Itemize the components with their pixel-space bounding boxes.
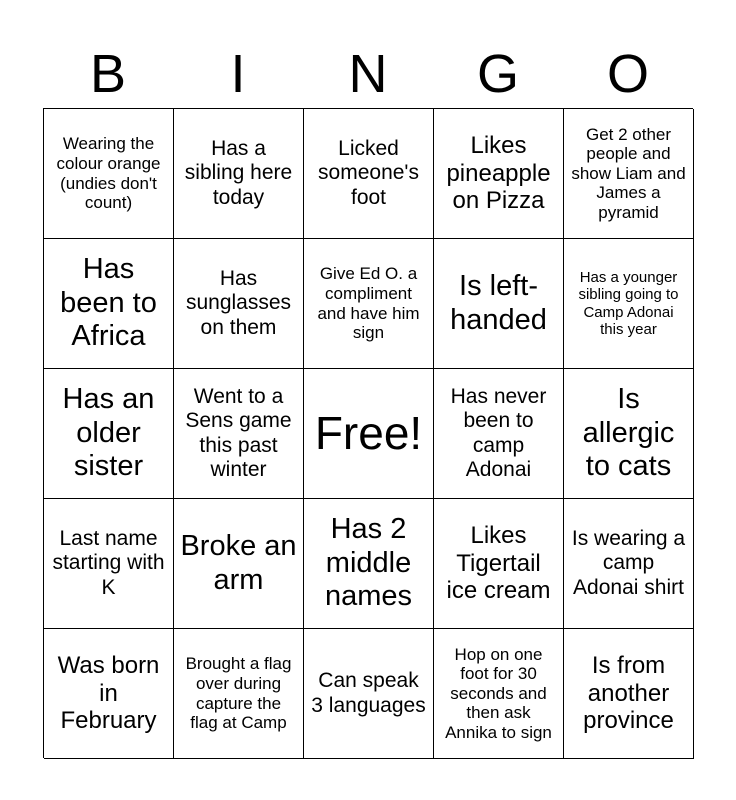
cell-text: Last name starting with K	[52, 527, 165, 599]
cell-text: Get 2 other people and show Liam and James a pyramid	[571, 124, 686, 222]
bingo-cell-r1c4[interactable]	[434, 109, 564, 239]
bingo-cell-r4c4[interactable]	[434, 499, 564, 629]
bingo-cell-r3c5[interactable]	[564, 369, 694, 499]
cell-text: Likes Tigertail ice cream	[446, 522, 551, 605]
bingo-cell-r4c1[interactable]	[44, 499, 174, 629]
free-space-text: Free!	[314, 407, 423, 460]
header-letter-g: G	[476, 44, 519, 104]
bingo-cell-r3c4[interactable]	[434, 369, 564, 499]
cell-text: Likes pineapple on Pizza	[446, 132, 551, 215]
cell-text: Wearing the colour orange (undies don't count)	[56, 134, 161, 213]
cell-text: Has a younger sibling going to Camp Adonai this year	[578, 269, 679, 338]
header-letter-b: B	[89, 44, 127, 104]
cell-text: Is allergic to cats	[582, 383, 675, 483]
bingo-cell-r2c5[interactable]	[564, 239, 694, 369]
cell-text: Can speak 3 languages	[311, 669, 426, 717]
bingo-cell-r5c3[interactable]	[304, 629, 434, 759]
cell-text: Was born in February	[57, 652, 160, 735]
cell-text: Hop on one foot for 30 seconds and then ask Annika to sign	[445, 644, 552, 742]
cell-text: Has been to Africa	[60, 253, 157, 353]
cell-text: Went to a Sens game this past winter	[185, 385, 292, 481]
bingo-cell-free[interactable]	[304, 369, 434, 499]
bingo-cell-r4c3[interactable]	[304, 499, 434, 629]
bingo-cell-r3c2[interactable]	[174, 369, 304, 499]
bingo-cell-r1c3[interactable]	[304, 109, 434, 239]
bingo-cell-r4c2[interactable]	[174, 499, 304, 629]
bingo-cell-r1c2[interactable]	[174, 109, 304, 239]
bingo-cell-r1c5[interactable]	[564, 109, 694, 239]
bingo-cell-r2c1[interactable]	[44, 239, 174, 369]
bingo-cell-r2c4[interactable]	[434, 239, 564, 369]
cell-text: Broke an arm	[180, 530, 297, 596]
cell-text: Has an older sister	[62, 383, 155, 483]
cell-text: Has 2 middle names	[324, 513, 413, 613]
cell-text: Has never been to camp Adonai	[450, 385, 547, 481]
cell-text: Licked someone's foot	[318, 137, 419, 209]
bingo-cell-r2c2[interactable]	[174, 239, 304, 369]
bingo-cell-r5c4[interactable]	[434, 629, 564, 759]
bingo-board	[43, 108, 693, 758]
bingo-cell-r4c5[interactable]	[564, 499, 694, 629]
cell-text: Is wearing a camp Adonai shirt	[571, 527, 686, 599]
cell-text: Brought a flag over during capture the flag at Camp	[185, 654, 292, 733]
bingo-cell-r3c1[interactable]	[44, 369, 174, 499]
cell-text: Has sunglasses on them	[185, 267, 292, 339]
bingo-cell-r1c1[interactable]	[44, 109, 174, 239]
bingo-header	[43, 40, 693, 108]
header-letter-o: O	[606, 44, 649, 104]
cell-text: Is from another province	[583, 652, 674, 735]
bingo-cell-r5c2[interactable]	[174, 629, 304, 759]
bingo-cell-r5c1[interactable]	[44, 629, 174, 759]
cell-text: Has a sibling here today	[184, 137, 293, 209]
bingo-cell-r2c3[interactable]	[304, 239, 434, 369]
header-letter-n: N	[348, 44, 388, 104]
cell-text: Is left-handed	[450, 270, 547, 336]
header-letter-i: I	[230, 44, 246, 104]
bingo-cell-r5c5[interactable]	[564, 629, 694, 759]
cell-text: Give Ed O. a compliment and have him sign	[317, 264, 420, 343]
